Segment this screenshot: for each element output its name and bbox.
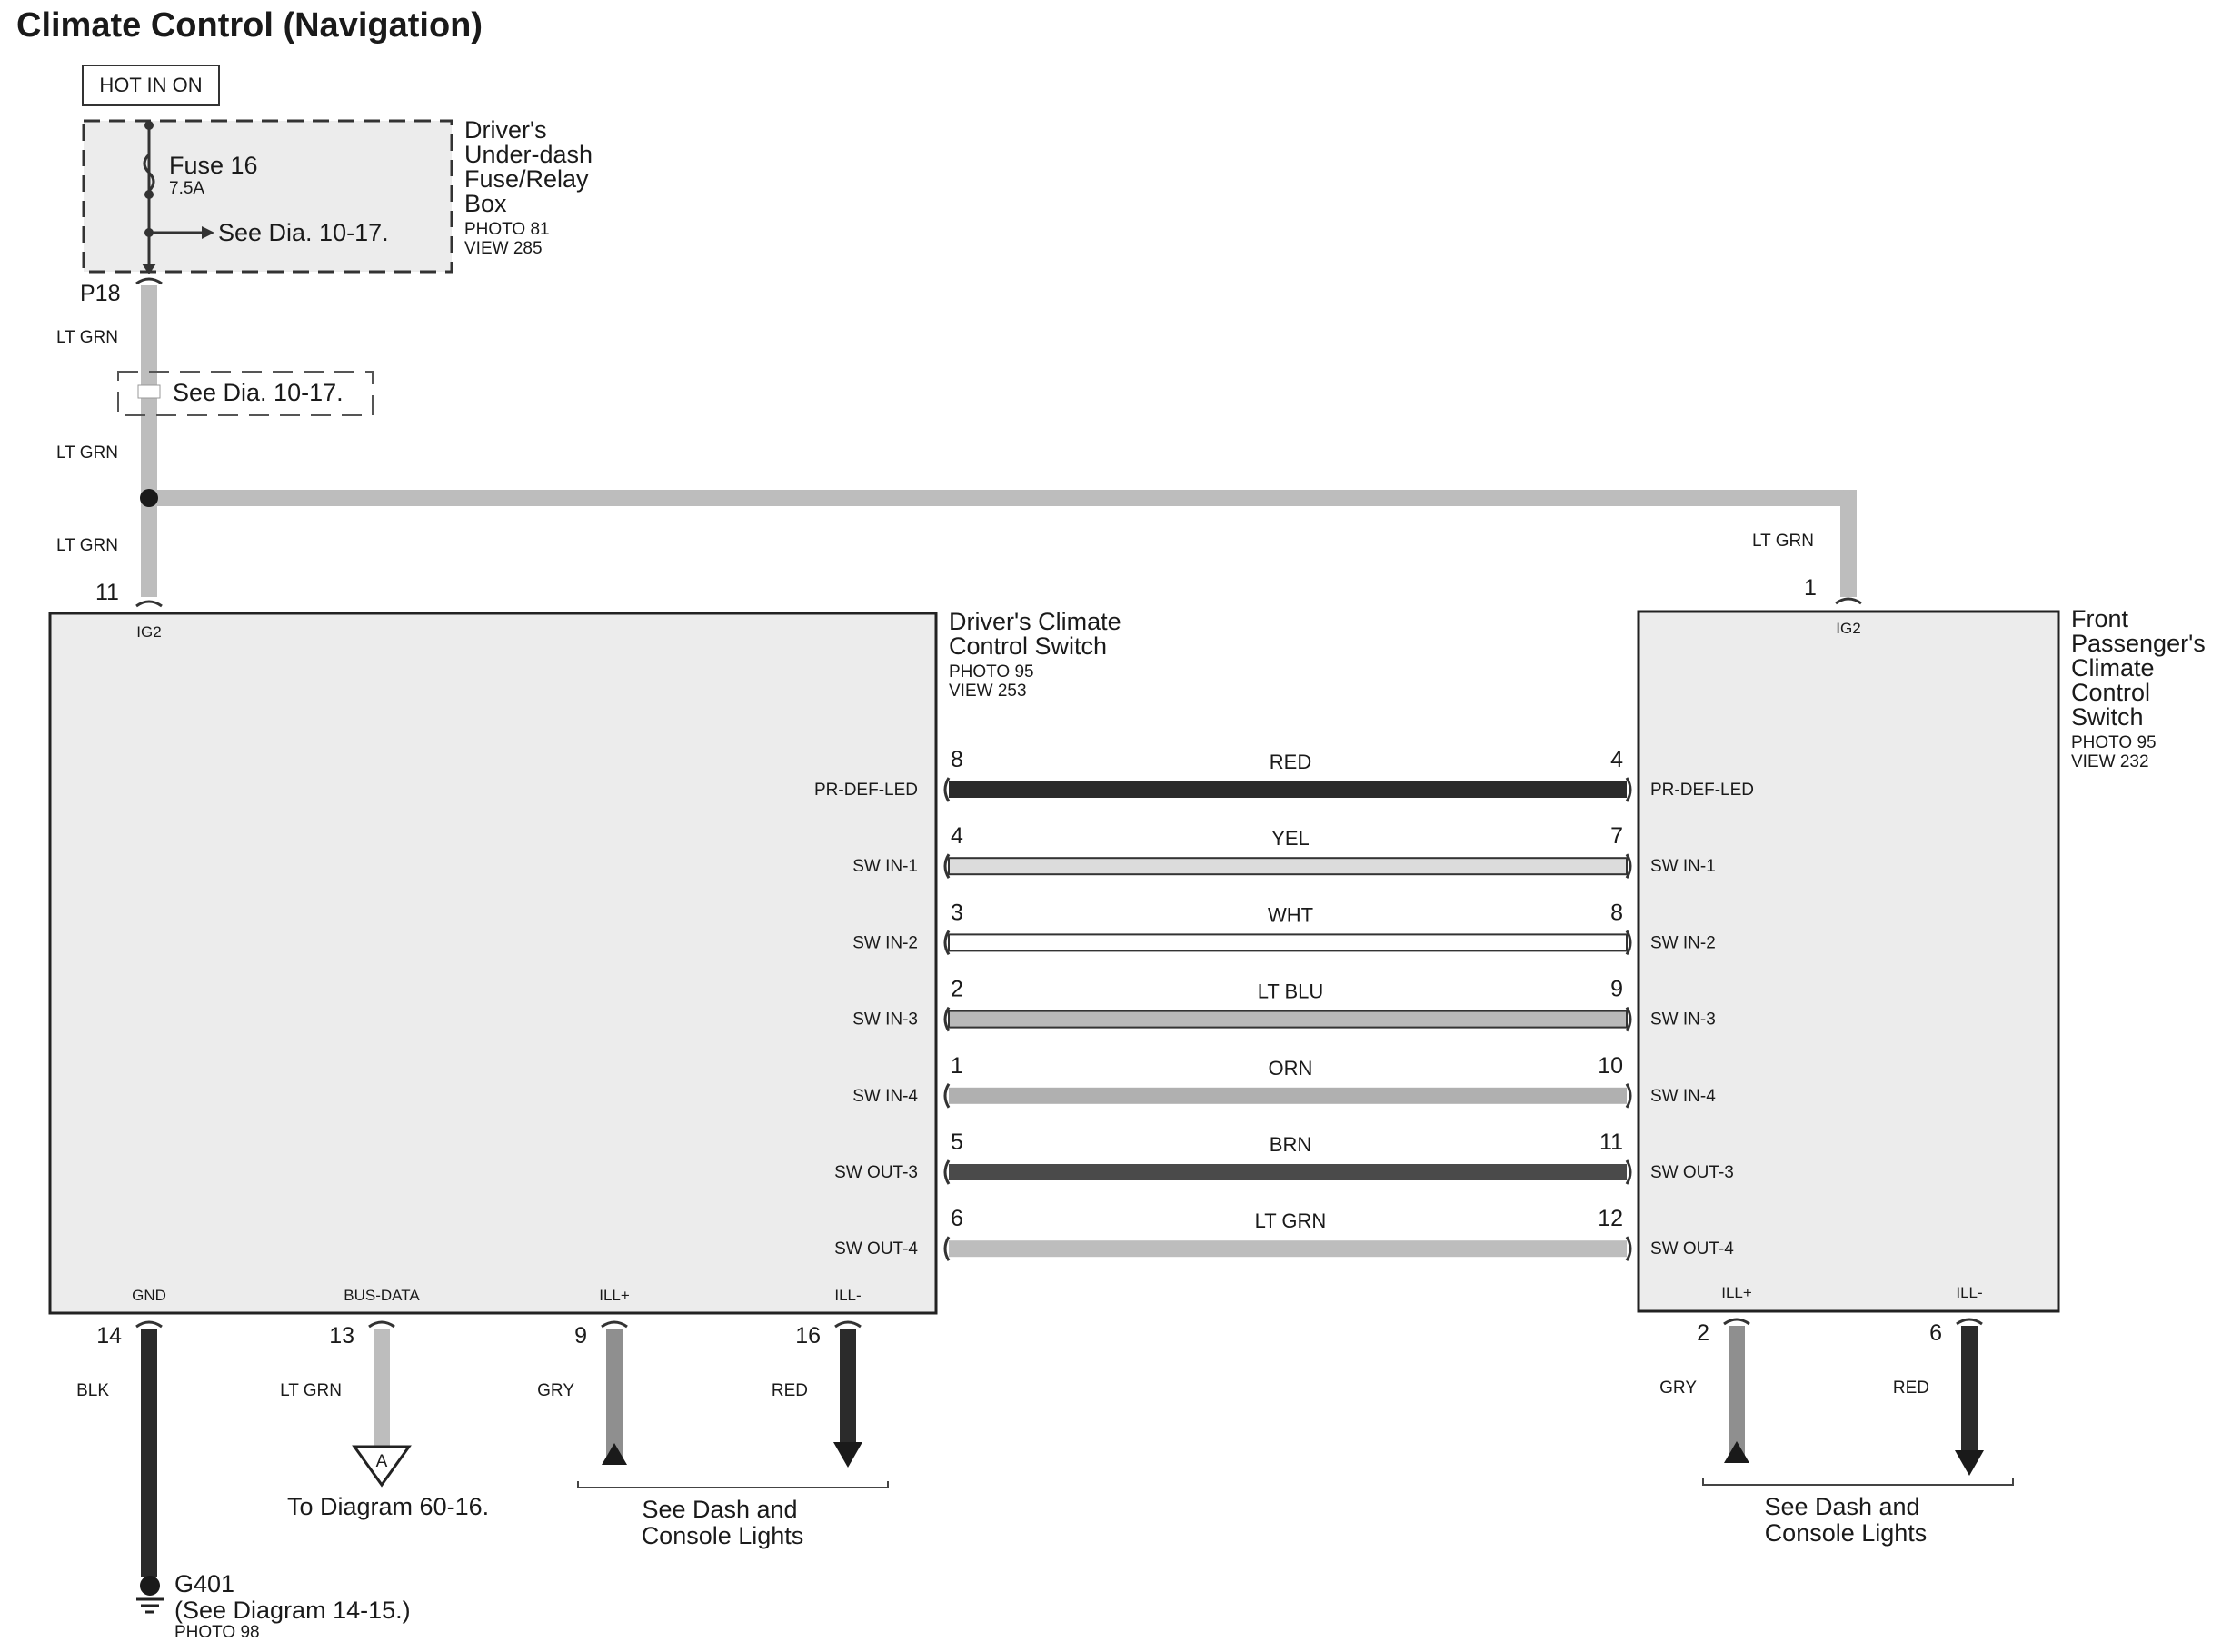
driver-bottom-terminal: [136, 1322, 162, 1327]
link-wire-body: [949, 858, 1627, 874]
link-right-pin: 8: [1610, 900, 1623, 926]
link-wire-1: [852, 823, 1716, 878]
arrow-up-icon: [1724, 1441, 1749, 1463]
arrow-down-icon: [833, 1442, 862, 1468]
passenger-ig2-label: IG2: [1836, 620, 1861, 637]
dash-lights-left-brace: [578, 1481, 888, 1488]
link-left-pin: 3: [951, 900, 963, 926]
driver-bottom-terminal: [835, 1322, 861, 1327]
driver-pin-label: PR-DEF-LED: [813, 781, 918, 800]
link-wire-0: [814, 747, 1754, 801]
link-right-terminal: [1627, 1160, 1630, 1184]
passenger-switch-name-4: Control: [2071, 679, 2151, 706]
link-right-pin: 7: [1610, 823, 1623, 850]
passenger-pin-label: SW IN-2: [1650, 933, 1716, 953]
link-wire-3: [852, 977, 1716, 1031]
splice-see-ref: See Dia. 10-17.: [173, 379, 344, 406]
driver-bottom-terminal: [369, 1322, 394, 1327]
ground-photo: PHOTO 98: [174, 1623, 260, 1642]
ground-name: G401: [174, 1570, 235, 1597]
dash-lights-right-2: Console Lights: [1764, 1519, 1928, 1547]
link-wire-color: LT GRN: [1254, 1209, 1327, 1233]
fuse-bottom-dot: [144, 190, 154, 199]
passenger-ig2-connector: [1836, 599, 1861, 603]
fuse-box-photo: PHOTO 81: [464, 220, 550, 239]
fuse-rating: 7.5A: [169, 179, 205, 198]
link-right-terminal: [1627, 778, 1630, 801]
fuse-box-name-3: Fuse/Relay: [464, 165, 589, 193]
connector-p18: P18: [80, 281, 121, 306]
feed-wire: [141, 285, 157, 597]
link-right-terminal: [1627, 1237, 1630, 1260]
page-title: Climate Control (Navigation): [16, 6, 483, 45]
passenger-pin-label: SW OUT-3: [1650, 1163, 1734, 1182]
link-wire-2: [852, 900, 1716, 954]
driver-pin-label: SW IN-4: [852, 1086, 918, 1106]
driver-bottom-pin: 13: [329, 1323, 354, 1348]
fuse-box-name-4: Box: [464, 190, 507, 217]
ground-terminal: [140, 1576, 160, 1596]
link-right-pin: 12: [1598, 1206, 1623, 1232]
passenger-switch-photo: PHOTO 95: [2071, 733, 2157, 752]
driver-pin-label: SW OUT-4: [834, 1239, 918, 1259]
driver-pin-label: SW IN-1: [852, 857, 918, 877]
link-left-pin: 1: [951, 1052, 963, 1079]
link-left-terminal: [945, 1084, 949, 1108]
passenger-bottom-terminal: [1724, 1319, 1749, 1324]
link-right-pin: 9: [1610, 976, 1623, 1002]
passenger-ig2-pin: 1: [1804, 575, 1817, 601]
link-wire-color: YEL: [1271, 827, 1310, 851]
driver-ig2-connector: [136, 602, 162, 606]
link-left-terminal: [945, 1160, 949, 1184]
feed-wire-color-2: LT GRN: [56, 443, 118, 463]
link-left-pin: 2: [951, 976, 963, 1002]
fuse-box-name-2: Under-dash: [464, 141, 593, 168]
link-left-pin: 4: [951, 823, 963, 850]
passenger-pin-label: SW OUT-4: [1650, 1239, 1734, 1259]
link-wire-color: ORN: [1268, 1056, 1313, 1080]
link-wire-body: [949, 1011, 1627, 1028]
driver-bottom-wire-body: [840, 1329, 856, 1446]
driver-switch-view: VIEW 253: [949, 682, 1027, 701]
link-left-pin: 8: [951, 747, 963, 772]
dash-lights-left-2: Console Lights: [641, 1522, 804, 1549]
link-wire-color: RED: [1269, 751, 1312, 773]
fuse-top-dot: [144, 121, 154, 130]
driver-bottom-terminal: [602, 1322, 627, 1327]
dash-lights-right-brace: [1703, 1478, 2013, 1485]
driver-bottom-pin: 16: [795, 1323, 821, 1348]
passenger-bottom-terminal: [1957, 1319, 1982, 1324]
switch-interconnect-wires: [814, 747, 1754, 1260]
driver-bottom-label: BUS-DATA: [344, 1287, 420, 1304]
driver-pin-label: SW IN-2: [852, 933, 918, 953]
driver-switch-name-2: Control Switch: [949, 632, 1108, 660]
driver-bottom-color: LT GRN: [280, 1381, 342, 1400]
link-wire-body: [949, 1164, 1627, 1180]
passenger-switch-name-5: Switch: [2071, 703, 2144, 731]
link-wire-body: [949, 781, 1627, 798]
feed-wire-color-3: LT GRN: [56, 536, 118, 555]
driver-bottom-color: RED: [771, 1381, 808, 1400]
link-right-pin: 10: [1598, 1052, 1623, 1079]
driver-bottom-wire-body: [374, 1329, 390, 1447]
bus-connector-letter: A: [375, 1452, 388, 1471]
link-left-pin: 6: [951, 1206, 963, 1232]
arrow-down-icon: [1955, 1450, 1984, 1476]
driver-bottom-pin: 9: [574, 1323, 587, 1348]
link-wire-color: WHT: [1267, 903, 1314, 927]
passenger-bottom-label: ILL+: [1721, 1284, 1752, 1301]
splice-junction-dot: [140, 489, 158, 507]
passenger-switch-name-1: Front: [2071, 605, 2129, 632]
passenger-bottom-wire-1: [1893, 1284, 1984, 1476]
fuse-name: Fuse 16: [169, 152, 258, 179]
dash-lights-right-1: See Dash and: [1764, 1493, 1920, 1520]
passenger-bottom-label: ILL-: [1956, 1284, 1983, 1301]
passenger-switch-name-2: Passenger's: [2071, 630, 2206, 657]
dash-lights-left-1: See Dash and: [642, 1496, 798, 1523]
passenger-bottom-wires: [1659, 1284, 1984, 1476]
hot-in-on-label: HOT IN ON: [99, 74, 203, 96]
passenger-bottom-pin: 6: [1929, 1320, 1942, 1346]
passenger-feed-color: LT GRN: [1752, 532, 1814, 551]
driver-bottom-color: BLK: [76, 1381, 109, 1400]
driver-bottom-pin: 14: [96, 1323, 122, 1348]
driver-bottom-label: GND: [132, 1287, 166, 1304]
feed-wire-color-1: LT GRN: [56, 328, 118, 347]
link-wire-color: BRN: [1269, 1133, 1312, 1156]
fuse-see-ref: See Dia. 10-17.: [218, 219, 389, 246]
link-wire-body: [949, 934, 1627, 950]
passenger-switch-view: VIEW 232: [2071, 752, 2149, 771]
driver-switch-name-1: Driver's Climate: [949, 608, 1121, 635]
driver-bottom-label: ILL-: [834, 1287, 862, 1304]
passenger-bottom-pin: 2: [1697, 1320, 1709, 1346]
link-left-terminal: [945, 778, 949, 801]
link-wire-6: [834, 1206, 1734, 1260]
passenger-pin-label: SW IN-1: [1650, 857, 1716, 877]
driver-bottom-wire-0: [76, 1287, 166, 1577]
link-right-terminal: [1627, 1084, 1630, 1108]
link-wire-4: [852, 1053, 1716, 1108]
link-right-pin: 11: [1599, 1130, 1623, 1155]
passenger-pin-label: PR-DEF-LED: [1650, 781, 1755, 800]
link-right-pin: 4: [1610, 747, 1623, 772]
driver-bottom-color: GRY: [537, 1381, 574, 1400]
passenger-feed-wire: [149, 490, 1857, 506]
link-wire-body: [949, 1240, 1627, 1257]
ground-ref: (See Diagram 14-15.): [174, 1597, 411, 1624]
fuse-relay-box: [84, 121, 452, 272]
passenger-pin-label: SW IN-3: [1650, 1010, 1716, 1030]
passenger-climate-switch-body: [1639, 612, 2058, 1311]
fuse-box-name-1: Driver's: [464, 116, 547, 144]
driver-climate-switch-body: [50, 613, 936, 1313]
connector-p18-symbol: [136, 279, 162, 284]
driver-ig2-label: IG2: [136, 623, 162, 641]
link-wire-body: [949, 1088, 1627, 1104]
driver-bottom-label: ILL+: [599, 1287, 630, 1304]
driver-ig2-pin: 11: [95, 580, 119, 605]
link-left-pin: 5: [951, 1130, 963, 1155]
driver-pin-label: SW IN-3: [852, 1010, 918, 1030]
driver-switch-photo: PHOTO 95: [949, 662, 1034, 682]
link-left-terminal: [945, 1237, 949, 1260]
passenger-bottom-wire-body: [1961, 1326, 1978, 1454]
link-wire-5: [834, 1130, 1734, 1184]
to-diagram-ref: To Diagram 60-16.: [287, 1493, 490, 1520]
driver-bottom-wire-body: [141, 1329, 157, 1577]
passenger-feed-bend: [1840, 490, 1857, 597]
driver-pin-label: SW OUT-3: [834, 1163, 918, 1182]
fuse-box-view: VIEW 285: [464, 239, 543, 258]
link-wire-color: LT BLU: [1257, 980, 1324, 1003]
passenger-bottom-color: RED: [1892, 1378, 1929, 1398]
splice-symbol: [138, 385, 160, 398]
arrow-up-icon: [602, 1443, 627, 1465]
passenger-pin-label: SW IN-4: [1650, 1086, 1716, 1106]
passenger-bottom-color: GRY: [1659, 1378, 1697, 1398]
passenger-switch-name-3: Climate: [2071, 654, 2155, 682]
